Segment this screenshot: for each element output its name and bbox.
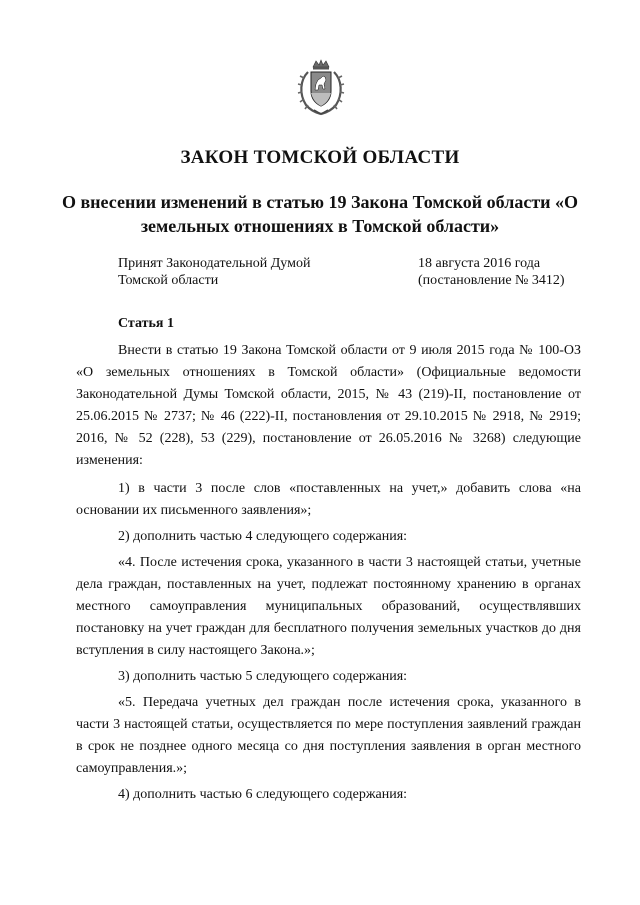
law-title: ЗАКОН ТОМСКОЙ ОБЛАСТИ bbox=[180, 147, 460, 168]
adoption-date: 18 августа 2016 года bbox=[418, 256, 541, 271]
document-title: О внесении изменений в статью 19 Закона Томской области «О земельных отношениях в Томской области» bbox=[61, 192, 579, 236]
article-body bbox=[76, 340, 581, 810]
adoption-date-block bbox=[418, 255, 565, 289]
paragraph-part-5: «5. Передача учетных дел граждан после истечения срока, указанного в части 3 настоящей статьи, осуществляется по мере поступления заявлений граждан в срок не позднее одного месяца со дня поступления заявления в орган местного самоуправления.»; bbox=[76, 695, 581, 776]
adoption-line-1: Принят Законодательной Думой bbox=[118, 256, 311, 271]
coat-of-arms-icon bbox=[292, 58, 350, 116]
adoption-body bbox=[118, 255, 310, 289]
paragraph-item-2: 2) дополнить частью 4 следующего содержания: bbox=[118, 529, 408, 544]
paragraph-item-1: 1) в части 3 после слов «поставленных на учет,» добавить слова «на основании их письменного заявления»; bbox=[76, 481, 581, 518]
paragraph-part-4: «4. После истечения срока, указанного в части 3 настоящей статьи, учетные дела граждан, поставленных на учет, подлежат постоянному хранению в органах местного самоуправления муниципальных образований, осуществлявших постановку на учет граждан для бесплатного получения земельных участков до дня вступления в силу настоящего Закона.»; bbox=[76, 555, 581, 658]
paragraph-intro: Внести в статью 19 Закона Томской области от 9 июля 2015 года № 100-ОЗ «О земельных отношениях в Томской области» (Официальные ведомости Законодательной Думы Томской области, 2015, № 43 (219)-II, постановление от 25.06.2015 № 2737; № 46 (222)-II, постановления от 29.10.2015 № 2918, № 2919; 2016, № 52 (228), 53 (229), постановление от 26.05.2016 № 3268) следующие изменения: bbox=[76, 343, 581, 468]
paragraph-item-4: 4) дополнить частью 6 следующего содержания: bbox=[118, 787, 408, 802]
adoption-line-2: Томской области bbox=[118, 273, 219, 288]
paragraph-item-3: 3) дополнить частью 5 следующего содержания: bbox=[118, 669, 408, 684]
article-heading: Статья 1 bbox=[118, 316, 174, 331]
adoption-resolution: (постановление № 3412) bbox=[418, 273, 565, 288]
